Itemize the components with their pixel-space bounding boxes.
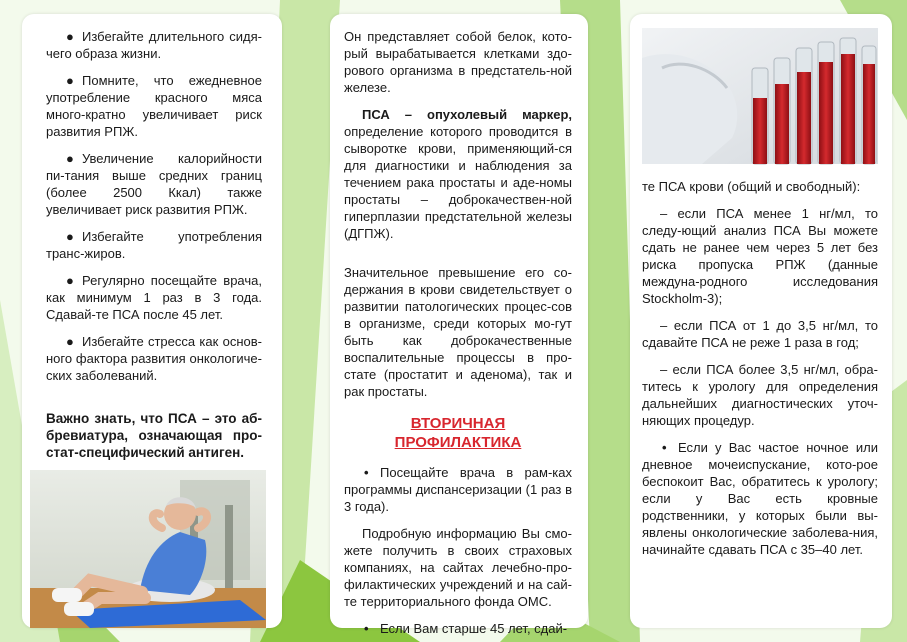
list-item: ● Избегайте употребления транс-жиров. [46, 229, 262, 261]
psa-marker-paragraph: ПСА – опухолевый маркер, определение которого проводится в сыворотке крови, применяющий-ся для диагностики и наблюдения за течением рака простаты и аде-номы простаты – доброкачествен-ной гиперплазии предстательной железы (ДГПЖ). [344, 107, 572, 241]
psa-definition: Он представляет собой белок, кото-рый вырабатывается клетками здо-рового организма в предстатель-ной железе. [344, 29, 572, 95]
list-item: ● Избегайте стресса как основ-ного фактора развития онкологиче-ских заболеваний. [46, 334, 262, 383]
panel-left [22, 14, 282, 628]
list-item: • Посещайте врача в рам-ках программы диспансеризации (1 раз в 3 года). [344, 465, 572, 514]
bullet-icon: ● [66, 29, 74, 44]
list-item: ● Избегайте длительного сидя-чего образа жизни. [46, 29, 262, 61]
psa-range-low: – если ПСА менее 1 нг/мл, то следу-ющий анализ ПСА Вы можете сдать не ранее чем через 5 лет без риска пропуска РПЖ (данные междуна-родного исследования Stockholm-3); [642, 206, 878, 306]
list-item: • Если Вам старше 45 лет, сдай- [364, 621, 568, 636]
blood-test-tubes-photo [642, 28, 878, 164]
prevention-list [46, 28, 262, 384]
panel-right [630, 14, 892, 628]
bullet-icon: ● [66, 273, 74, 288]
bullet-icon: ● [66, 229, 74, 244]
important-note: Важно знать, что ПСА – это аб-бревиатура, означающая про-стат-специфический антиген. [46, 411, 262, 460]
bullet-icon: ● [66, 151, 74, 166]
info-paragraph: Подробную информацию Вы смо-жете получить в своих страховых компаниях, на сайтах лечебно-про-филактических учреждений и на сай-те территориального фонда ОМС. [344, 526, 572, 609]
list-item: ● Увеличение калорийности пи-тания выше средних границ (более 2500 Ккал) также увеличивает риск развития РПЖ. [46, 151, 262, 217]
panel-middle [330, 14, 588, 636]
psa-range-high: – если ПСА более 3,5 нг/мл, обра-титесь к урологу для определения дальнейших диагностических уточ-няющих процедур. [642, 362, 878, 428]
psa-test-intro: те ПСА крови (общий и свободный): [642, 179, 861, 194]
bullet-icon: • [662, 440, 667, 455]
psa-range-mid: – если ПСА от 1 до 3,5 нг/мл, то сдавайте ПСА не реже 1 раза в год; [642, 318, 878, 350]
section-heading: ВТОРИЧНАЯ ПРОФИЛАКТИКА [394, 415, 522, 451]
bullet-icon: ● [66, 73, 74, 88]
bullet-icon: ● [66, 334, 74, 349]
list-item: ● Помните, что ежедневное употребление красного мяса много-кратно увеличивает риск развития РПЖ. [46, 73, 262, 139]
man-doing-situps-photo [30, 470, 266, 628]
list-item: • Если у Вас частое ночное или дневное мочеиспускание, кото-рое беспокоит Вас, обратитесь к урологу; если у Вас есть кровные родственники, у которых были вы-явлены онкологические заболева-ния, начинайте сдавать ПСА с 35–40 лет. [642, 440, 878, 557]
psa-elevation-paragraph: Значительное превышение его со-держания в крови свидетельствует о развитии патологических процес-сов в организме, среди которых мо-гут быть как доброкачественные воспалительные процессы в про-стате (простатит и аденома), так и рак простаты. [344, 265, 572, 399]
list-item: ● Регулярно посещайте врача, как минимум 1 раз в 3 года. Сдавай-те ПСА после 45 лет. [46, 273, 262, 322]
bullet-icon: • [364, 465, 369, 480]
bullet-icon: • [364, 621, 369, 636]
